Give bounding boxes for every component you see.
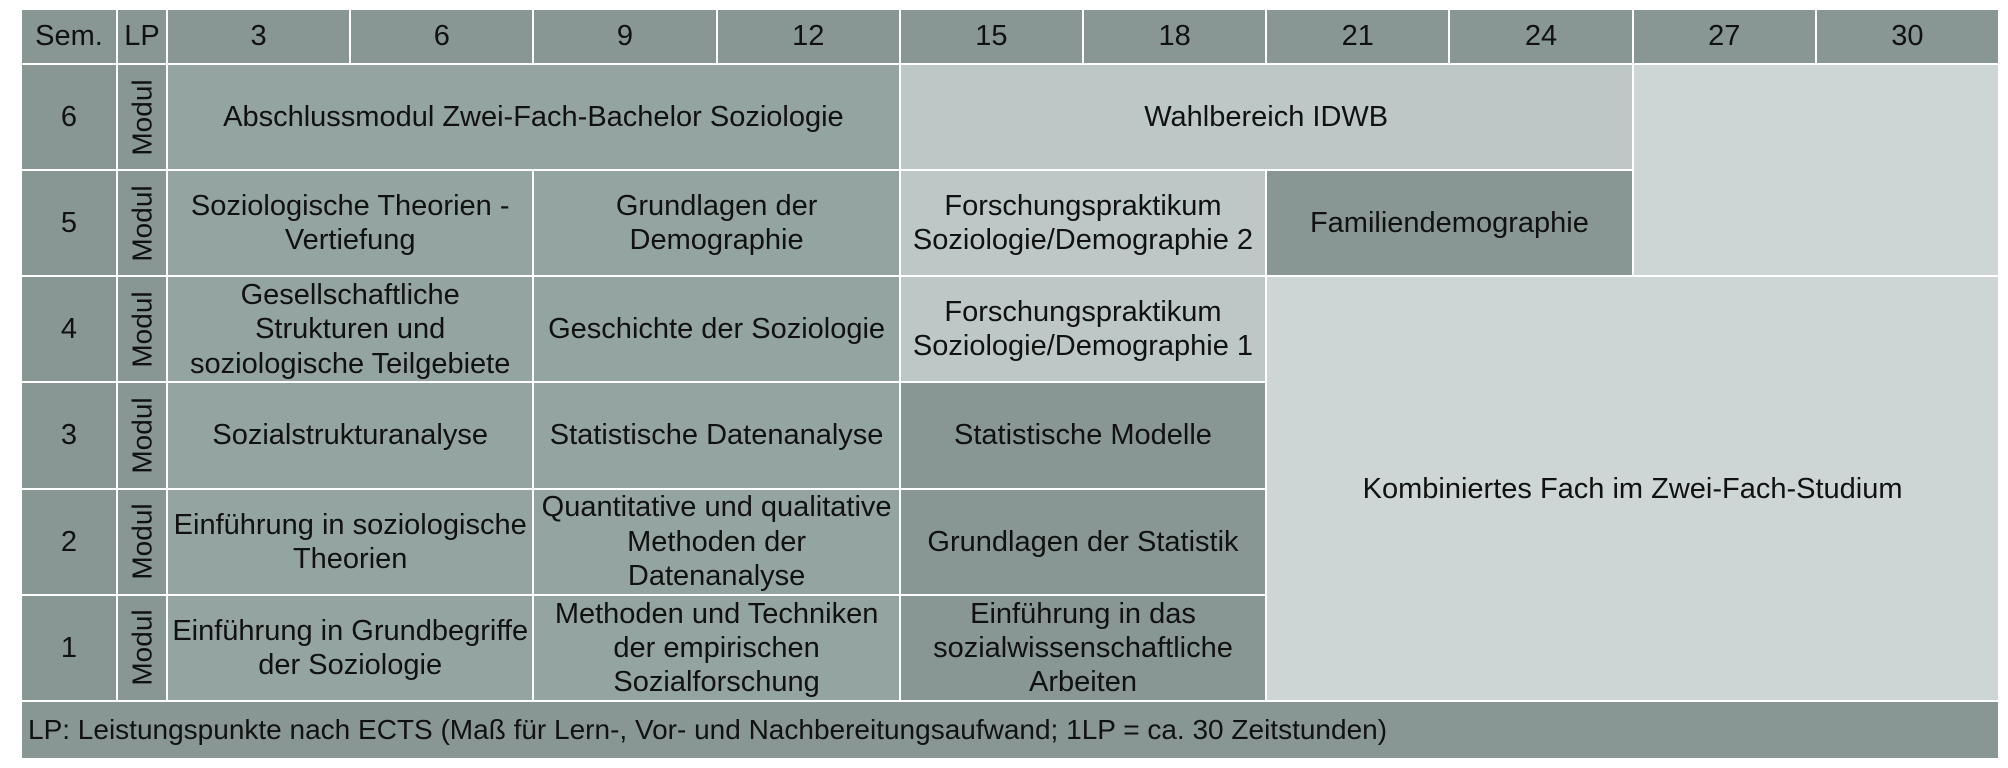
combined-subject-upper: [1634, 65, 1998, 275]
module-einfuehrung-theorien: Einführung in soziologische Theorien: [168, 490, 532, 594]
study-plan-table: [22, 10, 1998, 758]
modul-label-1: [118, 596, 166, 700]
module-grundlagen-demographie: Grundlagen der Demographie: [534, 171, 898, 275]
header-points-30: 30: [1817, 10, 1998, 63]
module-geschichte-soziologie: Geschichte der Soziologie: [534, 277, 898, 381]
module-methoden-techniken: Methoden und Techniken der empirischen Sozialforschung: [534, 596, 898, 700]
modul-label-4: [118, 277, 166, 381]
header-lp: LP: [118, 10, 166, 63]
module-soziologische-theorien-vertiefung: Soziologische Theorien - Vertiefung: [168, 171, 532, 275]
modul-label-text: Modul: [126, 397, 158, 474]
module-forschungspraktikum-1: Forschungspraktikum Soziologie/Demographie 1: [901, 277, 1265, 381]
semester-label-6: 6: [22, 65, 116, 169]
header-points-18: 18: [1084, 10, 1265, 63]
module-abschlussmodul: Abschlussmodul Zwei-Fach-Bachelor Soziologie: [168, 65, 899, 169]
module-statistische-modelle: Statistische Modelle: [901, 383, 1265, 487]
module-methoden-datenanalyse: Quantitative und qualitative Methoden der Datenanalyse: [534, 490, 898, 594]
module-forschungspraktikum-2: Forschungspraktikum Soziologie/Demographie 2: [901, 171, 1265, 275]
module-kombiniertes-fach: Kombiniertes Fach im Zwei-Fach-Studium: [1267, 277, 1998, 700]
module-familiendemographie: Familiendemographie: [1267, 171, 1631, 275]
module-einfuehrung-grundbegriffe: Einführung in Grundbegriffe der Soziologie: [168, 596, 532, 700]
module-statistische-datenanalyse: Statistische Datenanalyse: [534, 383, 898, 487]
footer-note: LP: Leistungspunkte nach ECTS (Maß für Lern-, Vor- und Nachbereitungsaufwand; 1LP = ca. 30 Zeitstunden): [22, 702, 1998, 758]
module-wahlbereich-idwb: Wahlbereich IDWB: [901, 65, 1632, 169]
module-sozialstrukturanalyse: Sozialstrukturanalyse: [168, 383, 532, 487]
module-grundlagen-statistik: Grundlagen der Statistik: [901, 490, 1265, 594]
semester-label-2: 2: [22, 490, 116, 594]
semester-label-4: 4: [22, 277, 116, 381]
header-points-6: 6: [351, 10, 532, 63]
semester-label-5: 5: [22, 171, 116, 275]
modul-label-5: [118, 171, 166, 275]
modul-label-text: Modul: [126, 291, 158, 368]
modul-label-6: [118, 65, 166, 169]
modul-label-text: Modul: [126, 503, 158, 580]
semester-label-1: 1: [22, 596, 116, 700]
module-sozialwissenschaftliches-arbeiten: Einführung in das sozialwissenschaftliche Arbeiten: [901, 596, 1265, 700]
header-points-9: 9: [534, 10, 715, 63]
header-points-21: 21: [1267, 10, 1448, 63]
modul-label-text: Modul: [126, 78, 158, 156]
header-points-27: 27: [1634, 10, 1815, 63]
modul-label-3: [118, 383, 166, 487]
header-points-24: 24: [1450, 10, 1631, 63]
modul-label-text: Modul: [126, 185, 158, 262]
header-points-15: 15: [901, 10, 1082, 63]
header-points-3: 3: [168, 10, 349, 63]
modul-label-text: Modul: [126, 609, 158, 687]
module-gesellschaftliche-strukturen: Gesellschaftliche Strukturen und soziologische Teilgebiete: [168, 277, 532, 381]
semester-label-3: 3: [22, 383, 116, 487]
header-points-12: 12: [718, 10, 899, 63]
modul-label-2: [118, 490, 166, 594]
header-semester: Sem.: [22, 10, 116, 63]
